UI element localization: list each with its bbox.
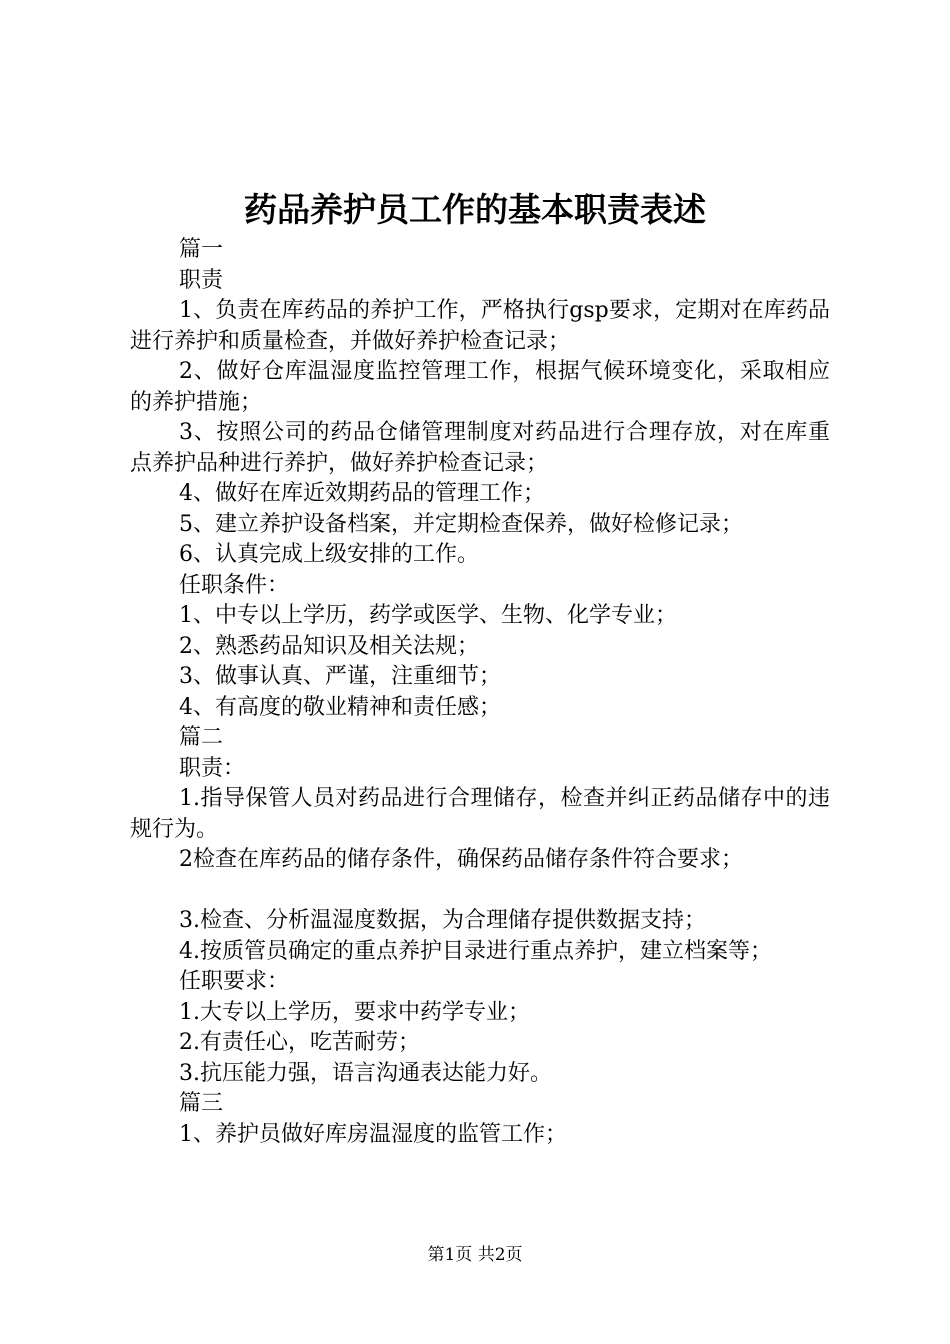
list-item: 1、中专以上学历，药学或医学、生物、化学专业； <box>179 603 677 628</box>
list-item: 2、做好仓库温湿度监控管理工作，根据气候环境变化，采取相应的养护措施； <box>130 359 830 415</box>
list-item: 5、建立养护设备档案，并定期检查保养，做好检修记录； <box>179 511 743 537</box>
list-item: 1.大专以上学历，要求中药学专业； <box>179 999 530 1025</box>
list-item: 4.按质管员确定的重点养护目录进行重点养护，建立档案等； <box>179 938 772 964</box>
page-footer: 第1页 共2页 <box>427 1245 523 1265</box>
list-item: 6、认真完成上级安排的工作。 <box>179 542 479 567</box>
subsection-heading: 职责 <box>179 267 224 293</box>
subsection-heading: 职责： <box>179 755 246 781</box>
list-item: 1.指导保管人员对药品进行合理储存，检查并纠正药品储存中的违规行为。 <box>130 786 830 842</box>
section-heading: 篇三 <box>179 1091 224 1116</box>
page-title: 药品养护员工作的基本职责表述 <box>244 190 706 229</box>
document-body <box>130 235 830 1150</box>
section-heading: 篇二 <box>179 725 224 750</box>
subsection-heading: 任职要求： <box>179 969 290 994</box>
section-heading: 篇一 <box>179 237 224 262</box>
list-item: 4、有高度的敬业精神和责任感； <box>179 694 501 720</box>
list-item: 3、按照公司的药品仓储管理制度对药品进行合理存放，对在库重点养护品种进行养护，做好养护检查记录； <box>130 420 830 476</box>
list-item: 2检查在库药品的储存条件，确保药品储存条件符合要求； <box>179 847 743 872</box>
list-item: 3.检查、分析温湿度数据，为合理储存提供数据支持； <box>179 908 706 933</box>
list-item: 1、养护员做好库房温湿度的监管工作； <box>179 1121 567 1147</box>
subsection-heading: 任职条件： <box>179 572 290 598</box>
list-item: 2.有责任心，吃苦耐劳； <box>179 1030 420 1055</box>
list-item: 1、负责在库药品的养护工作，严格执行gsp要求，定期对在库药品进行养护和质量检查，并做好养护检查记录； <box>130 298 830 354</box>
list-item: 3.抗压能力强，语言沟通表达能力好。 <box>179 1060 552 1086</box>
list-item: 2、熟悉药品知识及相关法规； <box>179 633 479 659</box>
list-item: 3、做事认真、严谨，注重细节； <box>179 664 501 689</box>
list-item: 4、做好在库近效期药品的管理工作； <box>179 481 545 506</box>
